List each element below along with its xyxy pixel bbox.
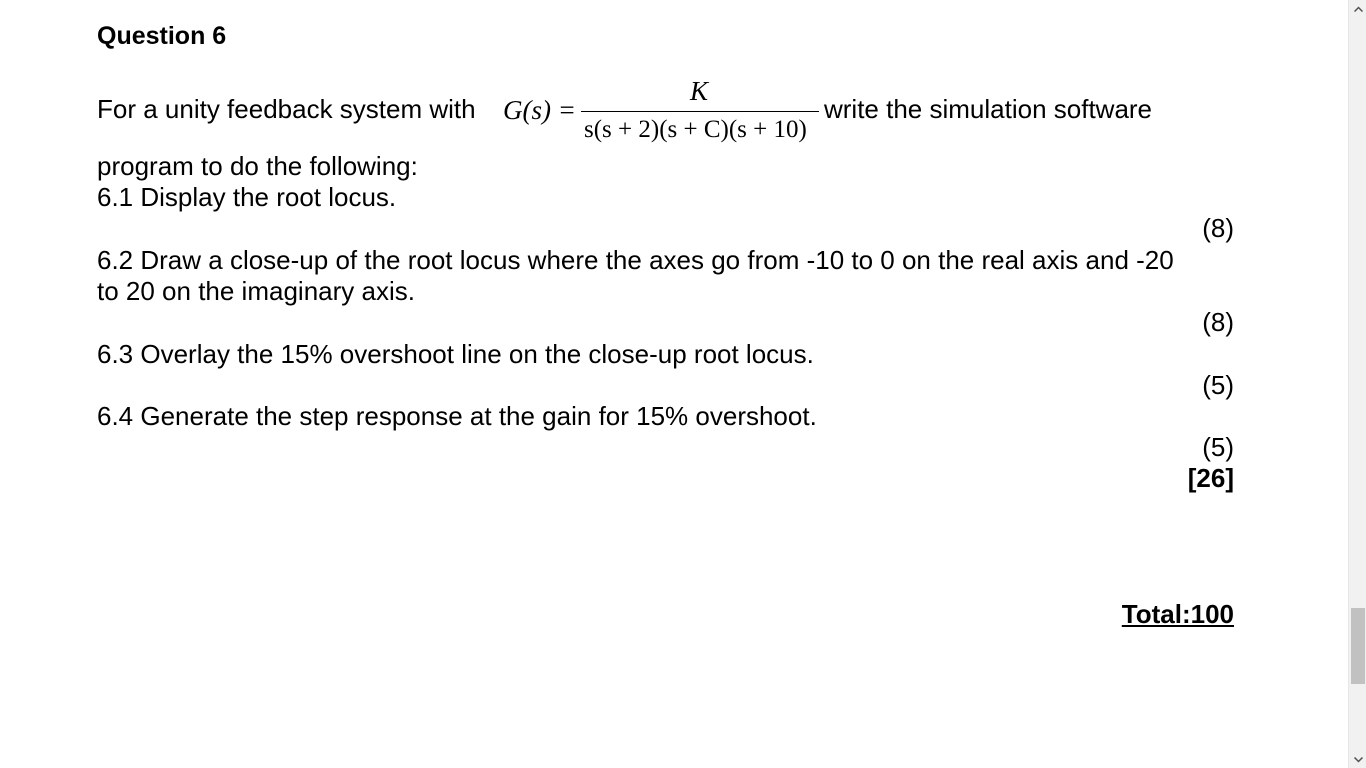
part-6-1-marks: (8): [1202, 213, 1234, 243]
part-6-4-text: 6.4 Generate the step response at the gain for 15% overshoot.: [97, 401, 817, 431]
fraction-bar: [581, 111, 819, 112]
part-6-3-text: 6.3 Overlay the 15% overshoot line on the close-up root locus.: [97, 339, 814, 369]
vertical-scrollbar[interactable]: [1348, 0, 1366, 768]
transfer-function-numerator: K: [690, 76, 709, 106]
chevron-up-icon[interactable]: [1349, 0, 1366, 17]
scrollbar-thumb[interactable]: [1351, 608, 1365, 684]
question-heading: Question 6: [97, 22, 227, 50]
chevron-down-icon[interactable]: [1349, 751, 1366, 768]
part-6-1-text: 6.1 Display the root locus.: [97, 182, 397, 212]
paper-total: Total:100: [1121, 599, 1234, 629]
part-6-2-text-line1: 6.2 Draw a close-up of the root locus where the axes go from -10 to 0 on the real axis and -20: [97, 245, 1174, 275]
intro-text-before: For a unity feedback system with: [97, 94, 476, 124]
transfer-function-lhs: G(s) =: [503, 95, 576, 125]
transfer-function-denominator: s(s + 2)(s + C)(s + 10): [584, 116, 807, 143]
intro-text-after: write the simulation software: [824, 94, 1153, 124]
part-6-3-marks: (5): [1202, 370, 1234, 400]
part-6-2-marks: (8): [1202, 307, 1234, 337]
part-6-4-marks: (5): [1202, 432, 1234, 462]
intro-text-line2: program to do the following:: [97, 151, 418, 181]
question-total-marks: [26]: [1187, 463, 1234, 493]
part-6-2-text-line2: to 20 on the imaginary axis.: [97, 276, 415, 306]
